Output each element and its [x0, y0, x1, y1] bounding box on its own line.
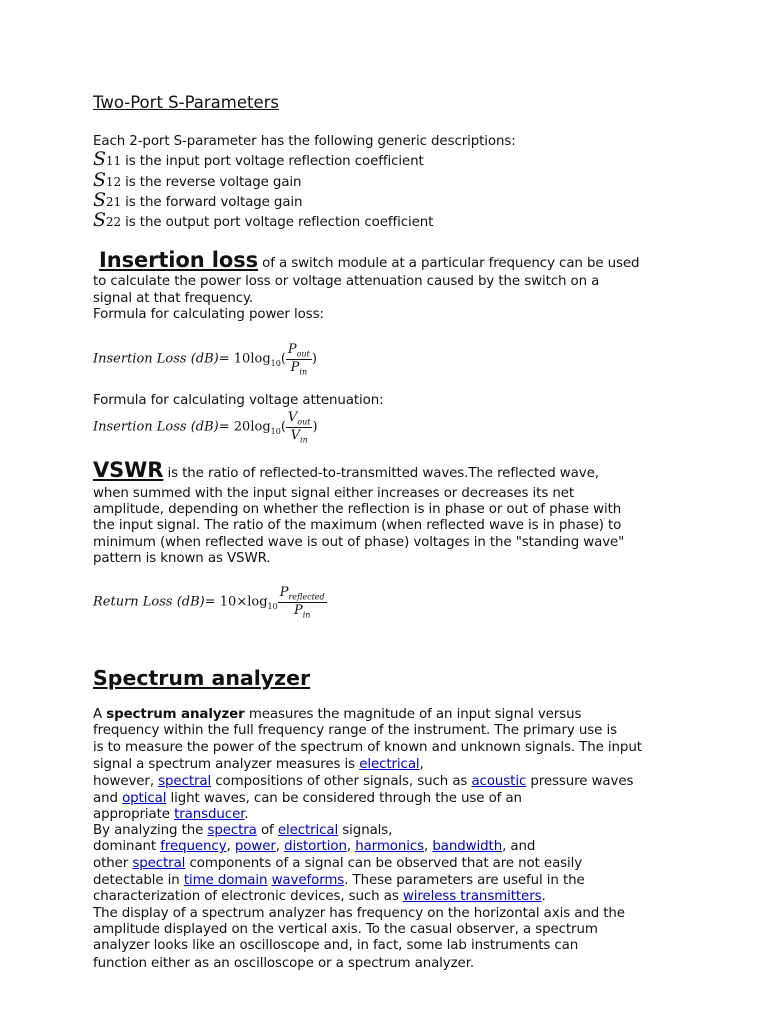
spectrum-line-16: function either as an oscilloscope or a spectrum analyzer.	[93, 956, 475, 971]
formula-coef: = 10log	[218, 351, 271, 367]
text-run: .	[541, 889, 546, 904]
sparam-subscript: 22	[105, 215, 121, 229]
spectrum-line-7	[93, 807, 249, 823]
formula-numerator: P	[287, 342, 297, 357]
link-spectral[interactable]: spectral	[158, 774, 212, 789]
text-run: other	[93, 856, 133, 871]
formula-denominator: P	[290, 359, 300, 375]
insertion-line-3: signal at that frequency.	[93, 291, 254, 306]
sparam-description: is the forward voltage gain	[121, 195, 303, 210]
spectrum-line-3: is to measure the power of the spectrum of known and unknown signals. The input	[93, 740, 642, 755]
formula-numerator-sub: out	[296, 349, 310, 359]
sparam-row-s22	[93, 209, 434, 231]
spectrum-line-1	[93, 707, 581, 723]
spectrum-line-6	[93, 791, 522, 807]
voltage-attenuation-formula: Insertion Loss $(dB)= 20\log_{10}$( $\frac{V_{out}}{V_{in}}$ )	[93, 410, 318, 445]
spectrum-line-2: frequency within the full frequency range of the instrument. The primary use is	[93, 723, 617, 738]
formula-numerator-sub: reflected	[288, 592, 325, 602]
sparams-intro: Each 2-port S-parameter has the following generic descriptions:	[93, 134, 516, 149]
formula-numerator: V	[287, 410, 298, 425]
spectrum-line-10	[93, 856, 582, 872]
sparam-row-s11	[93, 148, 424, 170]
vswr-line-5: minimum (when reflected wave is out of phase) voltages in the "standing wave"	[93, 535, 625, 550]
text-run: By analyzing the	[93, 823, 208, 838]
spectrum-line-15: analyzer looks like an oscilloscope and, in fact, some lab instruments can	[93, 938, 579, 953]
link-frequency[interactable]: frequency	[160, 839, 227, 854]
formula-denominator: V	[290, 427, 301, 443]
formula-denominator-sub: in	[300, 435, 308, 445]
text-run: ,	[419, 757, 424, 772]
voltage-attenuation-label: Formula for calculating voltage attenuation:	[93, 393, 384, 408]
vswr-heading: VSWR	[93, 458, 164, 482]
link-harmonics[interactable]: harmonics	[355, 839, 425, 854]
text-run: measures the magnitude of an input signal versus	[244, 707, 582, 722]
sparam-symbol: S	[93, 189, 106, 211]
spectrum-line-9	[93, 839, 535, 855]
vswr-line-4: the input signal. The ratio of the maximum (when reflected wave is in phase) to	[93, 518, 622, 533]
text-run: ,	[424, 839, 433, 854]
text-run: light waves, can be considered through the use of an	[166, 791, 522, 806]
spectrum-line-12	[93, 889, 546, 905]
formula-base: 10	[270, 359, 281, 369]
link-bandwidth[interactable]: bandwidth	[432, 839, 503, 854]
insertion-text: of a switch module at a particular frequency can be used	[258, 256, 640, 271]
text-run: pressure waves	[526, 774, 634, 789]
sparam-subscript: 11	[105, 154, 121, 168]
text-run: characterization of electronic devices, such as	[93, 889, 403, 904]
text-run: however,	[93, 774, 159, 789]
vswr-line-2: when summed with the input signal either increases or decreases its net	[93, 486, 575, 501]
spectrum-line-13: The display of a spectrum analyzer has frequency on the horizontal axis and the	[93, 906, 625, 921]
link-distortion[interactable]: distortion	[284, 839, 347, 854]
text-run: . These parameters are useful in the	[344, 873, 585, 888]
spectrum-line-4	[93, 757, 424, 773]
link-acoustic[interactable]: acoustic	[471, 774, 527, 789]
text-run: appropriate	[93, 807, 175, 822]
text-run: signal a spectrum analyzer measures is	[93, 757, 360, 772]
sparams-title: Two-Port S-Parameters	[93, 93, 280, 112]
link-spectral-2[interactable]: spectral	[132, 856, 186, 871]
spectrum-line-5	[93, 774, 633, 790]
text-run: of	[256, 823, 278, 838]
formula-coef: = 20log	[218, 419, 271, 435]
sparam-description: is the reverse voltage gain	[121, 175, 302, 190]
text-run: ,	[346, 839, 356, 854]
formula-denominator: P	[293, 602, 303, 618]
formula-base: 10	[267, 602, 278, 612]
link-optical[interactable]: optical	[122, 791, 167, 806]
formula-lhs: Insertion Loss (dB)	[93, 419, 219, 435]
vswr-line-3: amplitude, depending on whether the reflection is in phase or out of phase with	[93, 502, 622, 517]
sparam-subscript: 21	[105, 195, 121, 209]
text-run: signals,	[338, 823, 393, 838]
link-electrical[interactable]: electrical	[359, 757, 420, 772]
text-run: A	[93, 707, 107, 722]
bold-term: spectrum analyzer	[106, 707, 245, 722]
vswr-line-1: is the ratio of reflected-to-transmitted waves.The reflected wave,	[163, 466, 599, 481]
link-waveforms[interactable]: waveforms	[271, 873, 345, 888]
link-spectra[interactable]: spectra	[207, 823, 257, 838]
return-loss-formula	[93, 585, 327, 619]
text-run: ,	[275, 839, 285, 854]
formula-fraction	[286, 410, 313, 444]
insertion-line-2: to calculate the power loss or voltage attenuation caused by the switch on a	[93, 274, 600, 289]
vswr-paragraph	[93, 458, 683, 482]
formula-denominator-sub: in	[302, 610, 311, 620]
formula-numerator-sub: out	[297, 417, 311, 427]
power-loss-label: Formula for calculating power loss:	[93, 307, 324, 322]
spectrum-line-11	[93, 873, 585, 889]
text-run: and	[93, 791, 123, 806]
insertion-heading: Insertion loss	[99, 248, 259, 272]
link-time-domain[interactable]: time domain	[183, 873, 268, 888]
formula-lhs: Return Loss (dB)	[93, 594, 205, 610]
spectrum-line-14: amplitude displayed on the vertical axis. To the casual observer, a spectrum	[93, 922, 598, 937]
link-transducer[interactable]: transducer	[174, 807, 245, 822]
sparam-symbol: S	[93, 209, 106, 231]
sparam-description: is the output port voltage reflection coefficient	[121, 215, 434, 230]
spectrum-line-8	[93, 823, 392, 839]
formula-fraction	[286, 342, 312, 376]
sparam-symbol: S	[93, 169, 106, 191]
text-run: compositions of other signals, such as	[211, 774, 472, 789]
sparam-subscript: 12	[105, 175, 121, 189]
text-run: .	[244, 807, 249, 822]
formula-denominator-sub: in	[299, 367, 308, 377]
link-wireless-transmitters[interactable]: wireless transmitters	[402, 889, 542, 904]
formula-numerator: P	[279, 585, 289, 600]
sparam-row-s21	[93, 189, 303, 211]
vswr-line-6: pattern is known as VSWR.	[93, 551, 271, 566]
link-electrical-2[interactable]: electrical	[277, 823, 339, 838]
text-run: ,	[226, 839, 235, 854]
text-run: dominant	[93, 839, 161, 854]
formula-lhs: Insertion Loss (dB)	[93, 351, 219, 367]
text-run: components of a signal can be observed that are not easily	[185, 856, 583, 871]
link-power[interactable]: power	[234, 839, 276, 854]
sparam-description: is the input port voltage reflection coefficient	[121, 154, 424, 169]
power-loss-formula: Insertion Loss $(dB)= 10\log_{10}$( $\frac{P_{out}}{P_{in}}$ )	[93, 342, 317, 377]
formula-coef: = 10×log	[204, 594, 268, 610]
text-run: , and	[502, 839, 536, 854]
spectrum-heading: Spectrum analyzer	[93, 666, 311, 690]
sparam-symbol: S	[93, 148, 106, 170]
formula-fraction	[278, 585, 327, 619]
insertion-paragraph	[93, 248, 683, 272]
formula-base: 10	[270, 427, 281, 437]
sparam-row-s12	[93, 169, 302, 191]
text-run: detectable in	[93, 873, 184, 888]
